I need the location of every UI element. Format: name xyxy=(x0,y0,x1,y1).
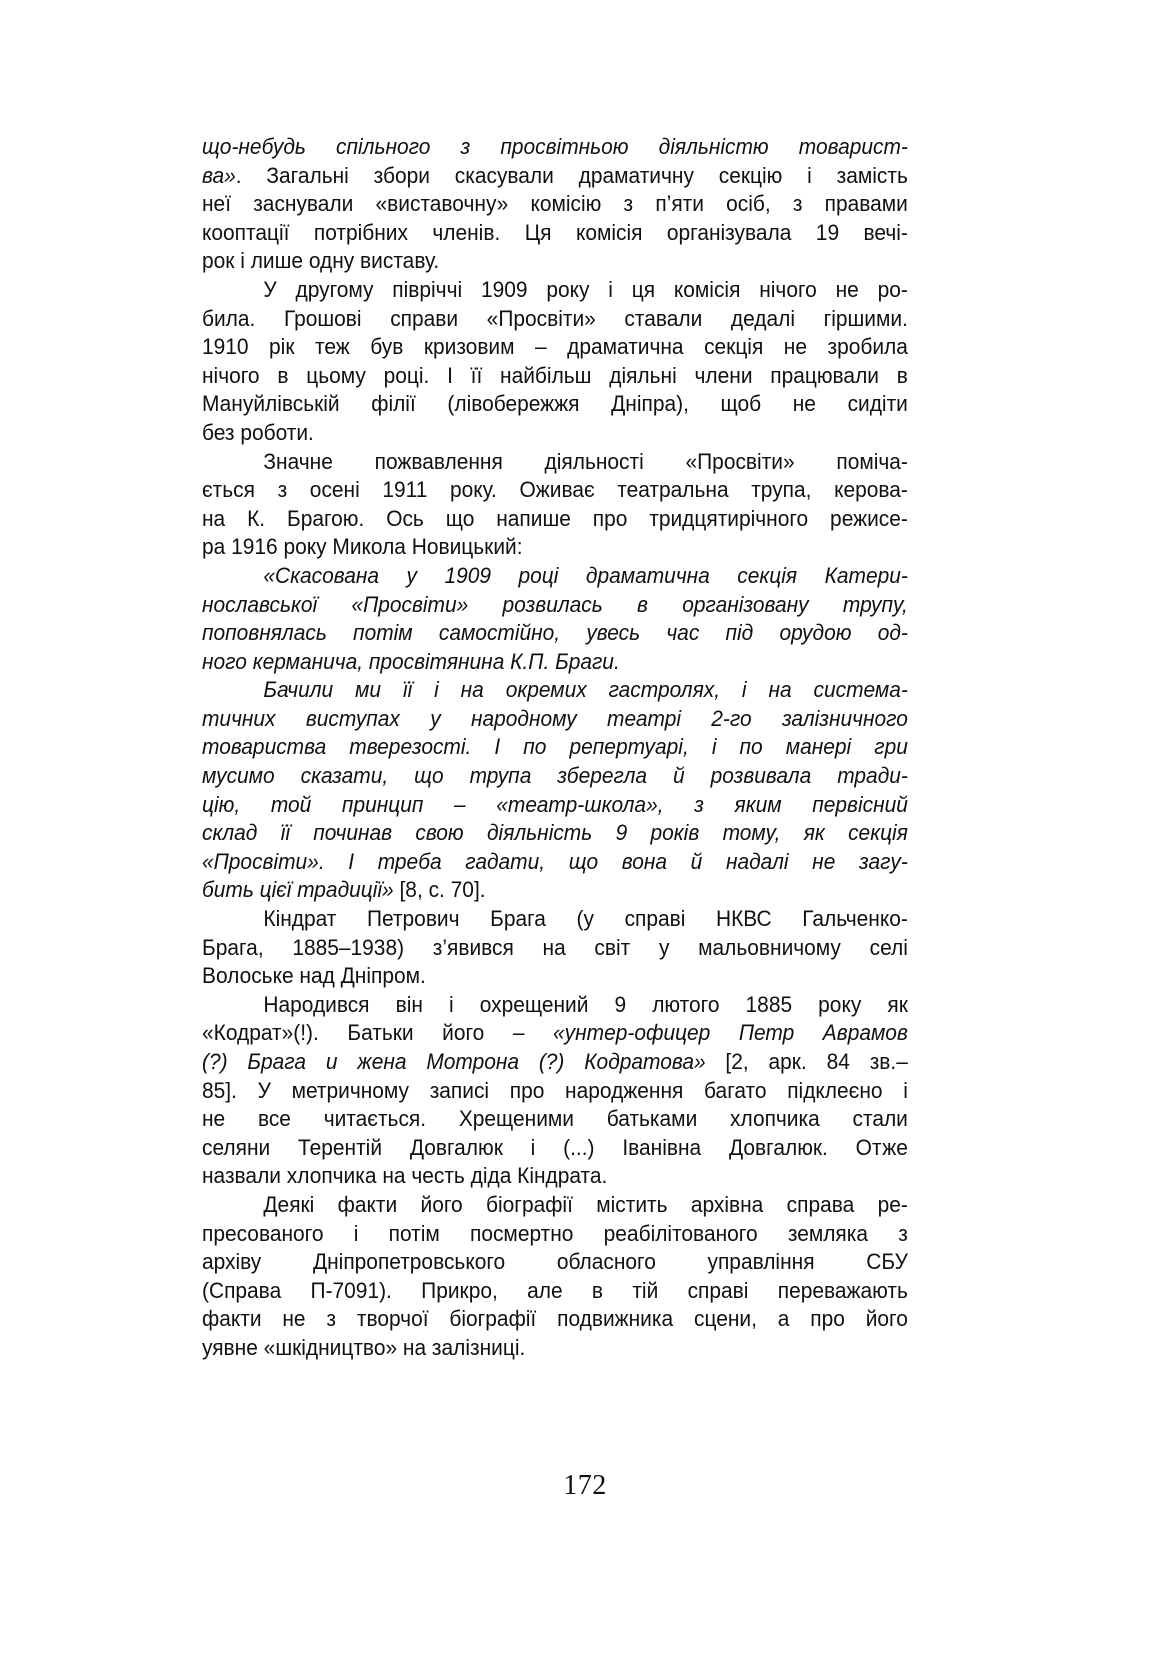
italic-quote-text: цію, той принцип – «театр-школа», з яким первісний xyxy=(202,791,908,817)
paragraph-first-line xyxy=(202,562,908,591)
text-line xyxy=(202,876,908,905)
text-segment: 85]. У метричному записі про народження багато підклеєно і xyxy=(202,1077,908,1103)
text-line xyxy=(202,705,908,734)
text-segment: [8, с. 70]. xyxy=(393,877,486,903)
text-line xyxy=(202,333,908,362)
text-segment: пресованого і потім посмертно реабілітованого земляка з xyxy=(202,1220,908,1246)
text-segment: Брага, 1885–1938) з’явився на світ у мальовничому селі xyxy=(202,934,908,960)
italic-quote-text: товариства тверезості. І по репертуарі, і по манері гри xyxy=(202,734,908,760)
italic-quote-text: бить цієї традиції» xyxy=(202,877,394,903)
text-segment: нічого в цьому році. І її найбільш діяльні члени працювали в xyxy=(202,362,908,388)
text-line xyxy=(202,505,908,534)
text-segment: Мануйлівській філії (лівобережжя Дніпра), щоб не сидіти xyxy=(202,391,908,417)
text-line xyxy=(202,133,908,162)
text-segment: Значне пожвавлення діяльності «Просвіти» поміча- xyxy=(263,448,908,474)
text-line xyxy=(202,533,908,562)
text-line xyxy=(202,219,908,248)
text-line xyxy=(202,1048,908,1077)
text-line xyxy=(202,591,908,620)
text-line xyxy=(202,1220,908,1249)
text-segment: «Кодрат»(!). Батьки його – xyxy=(202,1020,554,1046)
text-segment: ється з осені 1911 року. Оживає театральна трупа, керова- xyxy=(202,477,908,503)
italic-quote-text: ва» xyxy=(202,162,236,188)
text-line xyxy=(202,1162,908,1191)
text-line xyxy=(202,962,908,991)
text-segment: селяни Терентій Довгалюк і (...) Іванівна Довгалюк. Отже xyxy=(202,1134,908,1160)
italic-quote-text: що-небудь спільного з просвітньою діяльністю товарист- xyxy=(202,134,908,159)
page-number: 172 xyxy=(563,1470,607,1501)
text-line xyxy=(202,848,908,877)
text-line xyxy=(202,305,908,334)
text-line xyxy=(202,1334,908,1363)
text-segment: [2, арк. 84 зв.– xyxy=(705,1049,908,1074)
italic-quote-text: (?) Брага и жена Мотрона (?) Кодратова» xyxy=(202,1049,706,1074)
text-line xyxy=(202,619,908,648)
text-segment: У другому півріччі 1909 року і ця комісія нічого не ро- xyxy=(263,276,908,302)
text-segment: назвали хлопчика на честь діда Кіндрата. xyxy=(202,1163,608,1189)
italic-quote-text: «Просвіти». І треба гадати, що вона й надалі не загу- xyxy=(202,848,908,874)
italic-quote-text: мусимо сказати, що трупа зберегла й розвивала тради- xyxy=(202,763,908,789)
paragraph-first-line xyxy=(202,1191,908,1220)
text-line xyxy=(202,162,908,191)
paragraph-first-line xyxy=(202,905,908,934)
text-segment: ра 1916 року Микола Новицький: xyxy=(202,534,523,560)
paragraph-first-line xyxy=(202,991,908,1020)
text-segment: Деякі факти його біографії містить архівна справа ре- xyxy=(263,1191,908,1217)
text-segment: Кіндрат Петрович Брага (у справі НКВС Гальченко- xyxy=(263,906,908,932)
text-line xyxy=(202,791,908,820)
text-segment: уявне «шкідництво» на залізниці. xyxy=(202,1334,526,1360)
paragraph-first-line xyxy=(202,676,908,705)
text-line xyxy=(202,476,908,505)
text-line xyxy=(202,1277,908,1306)
text-line xyxy=(202,819,908,848)
text-line xyxy=(202,1019,908,1048)
italic-quote-text: поповнялась потім самостійно, увесь час під орудою од- xyxy=(202,620,908,646)
text-line xyxy=(202,1105,908,1134)
text-line xyxy=(202,247,908,276)
italic-quote-text: ного керманича, просвітянина К.П. Браги. xyxy=(202,648,620,674)
text-line xyxy=(202,1134,908,1163)
body-text xyxy=(202,133,908,1363)
text-segment: Волоське над Дніпром. xyxy=(202,963,426,989)
text-segment: на К. Брагою. Ось що напише про тридцятирічного режисе- xyxy=(202,505,908,531)
text-segment: без роботи. xyxy=(202,419,314,445)
text-segment: (Справа П-7091). Прикро, але в тій справі переважають xyxy=(202,1277,908,1303)
text-line xyxy=(202,190,908,219)
paragraph-first-line xyxy=(202,276,908,305)
italic-quote-text: склад її починав свою діяльність 9 років тому, як секція xyxy=(202,820,908,846)
text-line xyxy=(202,390,908,419)
text-line xyxy=(202,1248,908,1277)
text-line xyxy=(202,1077,908,1106)
text-segment: рок і лише одну виставу. xyxy=(202,248,440,274)
text-segment: кооптації потрібних членів. Ця комісія організувала 19 вечі- xyxy=(202,219,908,245)
text-segment: 1910 рік теж був кризовим – драматична секція не зробила xyxy=(202,334,908,360)
paragraph-first-line xyxy=(202,448,908,477)
text-segment: Народився він і охрещений 9 лютого 1885 року як xyxy=(263,991,908,1017)
text-line xyxy=(202,934,908,963)
italic-quote-text: нославської «Просвіти» розвилась в організовану трупу, xyxy=(202,591,908,617)
text-segment: неї заснували «виставочну» комісію з п’яти осіб, з правами xyxy=(202,191,908,217)
text-line xyxy=(202,762,908,791)
text-line xyxy=(202,733,908,762)
text-line xyxy=(202,419,908,448)
italic-quote-text: Бачили ми її і на окремих гастролях, і на система- xyxy=(263,677,908,703)
text-segment: факти не з творчої біографії подвижника сцени, а про його xyxy=(202,1306,908,1332)
text-segment: била. Грошові справи «Просвіти» ставали дедалі гіршими. xyxy=(202,305,908,331)
italic-quote-text: «унтер-офицер Петр Аврамов xyxy=(553,1020,908,1046)
text-segment: архіву Дніпропетровського обласного управління СБУ xyxy=(202,1249,908,1275)
italic-quote-text: тичних виступах у народному театрі 2-го залізничного xyxy=(202,705,908,731)
text-line xyxy=(202,1305,908,1334)
text-segment: не все читається. Хрещеними батьками хлопчика стали xyxy=(202,1106,908,1132)
text-segment: . Загальні збори скасували драматичну секцію і замість xyxy=(235,162,908,188)
text-line xyxy=(202,362,908,391)
italic-quote-text: «Скасована у 1909 році драматична секція Катери- xyxy=(263,562,908,588)
text-line xyxy=(202,648,908,677)
